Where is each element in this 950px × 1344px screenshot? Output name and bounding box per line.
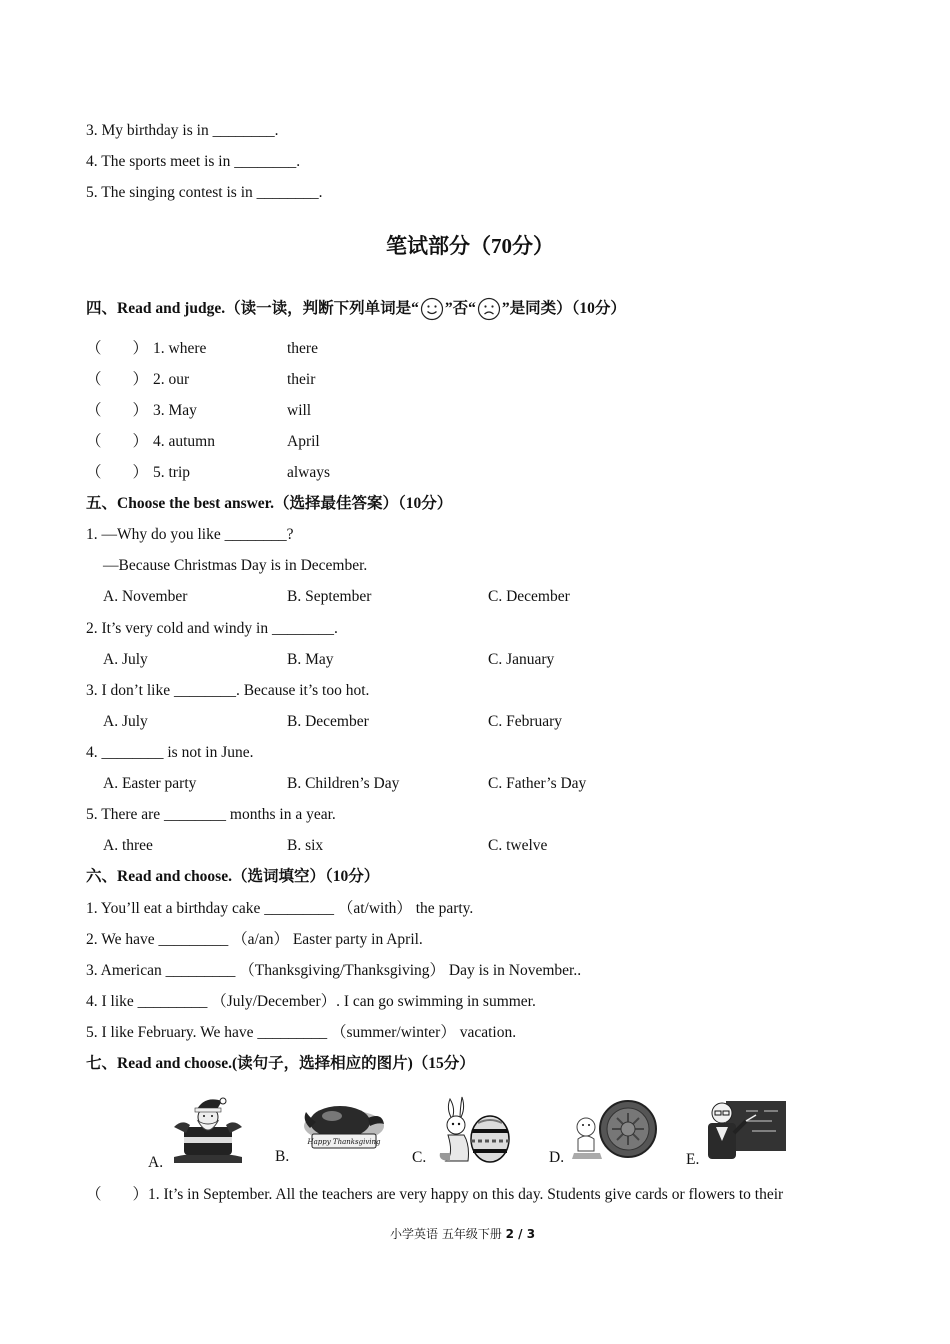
sec4-heading xyxy=(86,297,626,321)
option-a[interactable]: A. Easter party xyxy=(103,775,197,792)
sec4-word-a: 2. our xyxy=(153,371,190,388)
sec6-item: 5. I like February. We have _________ （summer/winter） vacation. xyxy=(86,1024,517,1041)
sec4-word-a: 4. autumn xyxy=(153,433,215,450)
picture-label-b: B. xyxy=(275,1148,290,1165)
santa-claus-picture[interactable] xyxy=(170,1093,246,1165)
turkey-banner-text: Happy Thanksgiving xyxy=(307,1138,381,1146)
option-b[interactable]: B. Children’s Day xyxy=(287,775,400,792)
sec4-word-b: will xyxy=(287,402,312,419)
sec4-word-b: always xyxy=(287,464,331,481)
sec4-word-b: April xyxy=(287,433,320,450)
sec6-item: 2. We have _________ （a/an） Easter party in April. xyxy=(86,931,423,948)
sec5-q3: 3. I don’t like ________. Because it’s too hot. xyxy=(86,682,370,699)
option-c[interactable]: C. December xyxy=(488,588,570,605)
sec6-item: 4. I like _________ （July/December）. I can go swimming in summer. xyxy=(86,993,536,1010)
teacher-picture[interactable] xyxy=(706,1097,788,1161)
sec4-word-a: 5. trip xyxy=(153,464,191,481)
sec6-item: 3. American _________ （Thanksgiving/Thanksgiving） Day is in November.. xyxy=(86,962,582,979)
written-part-title: 笔试部分（70分） xyxy=(386,234,554,258)
sec4-paren[interactable]: （ ） xyxy=(86,371,149,388)
sec6-item: 1. You’ll eat a birthday cake _________ （at/with） the party. xyxy=(86,900,474,917)
sec4-heading-c: ”是同类）（10分） xyxy=(501,300,626,317)
sec5-q1-reply: —Because Christmas Day is in December. xyxy=(103,557,368,574)
sec5-q5: 5. There are ________ months in a year. xyxy=(86,806,336,823)
sec4-word-a: 1. where xyxy=(153,340,207,357)
footer-text: 小学英语 五年级下册 xyxy=(390,1227,506,1241)
sec5-q2: 2. It’s very cold and windy in ________. xyxy=(86,620,338,637)
option-a[interactable]: A. three xyxy=(103,837,153,854)
option-b[interactable]: B. December xyxy=(287,713,369,730)
picture-label-e: E. xyxy=(686,1151,700,1168)
sec4-paren[interactable]: （ ） xyxy=(86,464,149,481)
sec6-heading: 六、Read and choose.（选词填空）（10分） xyxy=(86,868,380,885)
smiley-face-icon xyxy=(420,297,444,321)
option-a[interactable]: A. July xyxy=(103,713,148,730)
option-c[interactable]: C. February xyxy=(488,713,563,730)
option-a[interactable]: A. July xyxy=(103,651,148,668)
option-b[interactable]: B. May xyxy=(287,651,334,668)
option-c[interactable]: C. Father’s Day xyxy=(488,775,587,792)
sec5-heading: 五、Choose the best answer.（选择最佳答案）（10分） xyxy=(86,495,453,512)
option-a[interactable]: A. November xyxy=(103,588,188,605)
sad-face-icon xyxy=(477,297,501,321)
mooncake-picture[interactable] xyxy=(572,1097,664,1161)
listening-q5: 5. The singing contest is in ________. xyxy=(86,184,323,201)
roast-turkey-picture[interactable] xyxy=(298,1098,390,1156)
easter-bunny-egg-picture[interactable] xyxy=(436,1095,518,1165)
picture-label-a: A. xyxy=(148,1154,164,1171)
sec4-word-b: there xyxy=(287,340,318,357)
sec4-word-a: 3. May xyxy=(153,402,197,419)
sec5-q4: 4. ________ is not in June. xyxy=(86,744,254,761)
picture-label-c: C. xyxy=(412,1149,427,1166)
sec4-paren[interactable]: （ ） xyxy=(86,433,149,450)
option-c[interactable]: C. twelve xyxy=(488,837,548,854)
sec4-word-b: their xyxy=(287,371,316,388)
option-b[interactable]: B. six xyxy=(287,837,324,854)
listening-q4: 4. The sports meet is in ________. xyxy=(86,153,301,170)
sec4-heading-b: ”否“ xyxy=(444,300,476,317)
page-number: 2 / 3 xyxy=(505,1227,536,1241)
option-b[interactable]: B. September xyxy=(287,588,372,605)
sec4-paren[interactable]: （ ） xyxy=(86,402,149,419)
sec7-q1: （ ）1. It’s in September. All the teachers are very happy on this day. Students give cards or flowers to their xyxy=(86,1186,784,1203)
sec5-q1: 1. —Why do you like ________? xyxy=(86,526,294,543)
listening-q3: 3. My birthday is in ________. xyxy=(86,122,279,139)
option-c[interactable]: C. January xyxy=(488,651,555,668)
sec7-heading: 七、Read and choose.(读句子，选择相应的图片)（15分） xyxy=(86,1055,475,1072)
sec4-heading-a: 四、Read and judge.（读一读，判断下列单词是“ xyxy=(86,300,419,317)
page-footer xyxy=(390,1224,535,1244)
picture-label-d: D. xyxy=(549,1149,565,1166)
sec4-paren[interactable]: （ ） xyxy=(86,340,149,357)
